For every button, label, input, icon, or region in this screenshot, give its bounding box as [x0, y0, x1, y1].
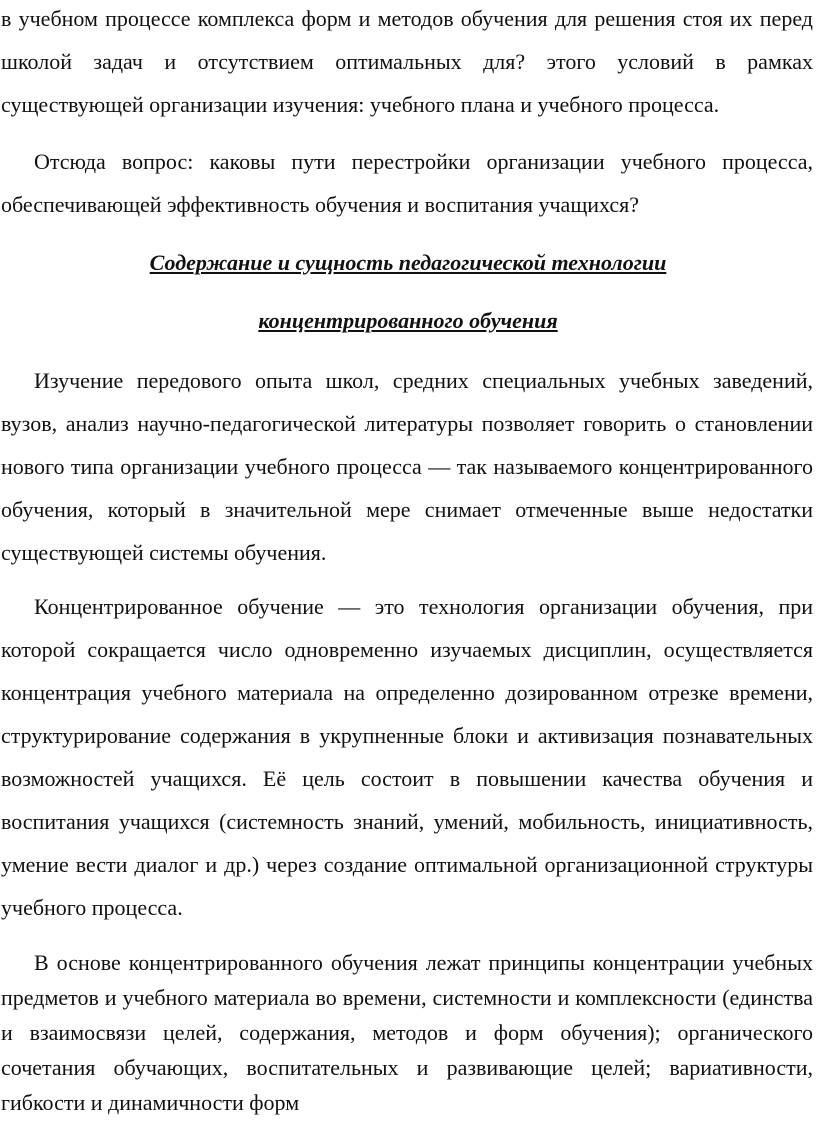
paragraph-continuation: в учебном процессе комплекса форм и методов обучения для решения стоя их перед школой задач и отсутствием оптимальных для? этого условий в рамках существующей организации изучения: учебного плана и учебного процесса. [1, 6, 813, 117]
paragraph-principles: В основе концентрированного обучения лежат принципы концентрации учебных предметов и учебного материала во времени, системности и комплексности (единства и взаимосвязи целей, содержания, методов и форм обучения); органического сочетания обучающих, воспитательных и развивающие целей; вариативности, гибкости и динамичности форм [1, 950, 813, 1115]
section-heading-line-2: концентрированного обучения [258, 308, 558, 333]
paragraph-definition: Концентрированное обучение — это технология организации обучения, при которой сокращается число одновременно изучаемых дисциплин, осуществляется концентрация учебного материала на определенно дозированном отрезке времени, структурирование содержания в укрупненные блоки и активизация познавательных возможностей учащихся. Её цель состоит в повышении качества обучения и воспитания учащихся (системность знаний, умений, мобильность, инициативность, умение вести диалог и др.) через создание оптимальной организационной структуры учебного процесса. [1, 594, 813, 920]
paragraph-new-organization: Изучение передового опыта школ, средних специальных учебных заведений, вузов, анализ научно-педагогической литературы позволяет говорить о становлении нового типа организации учебного процесса — так называемого концентрированного обучения, который в значительной мере снимает отмеченные выше недостатки существующей системы обучения. [1, 368, 813, 565]
section-heading-line-1: Содержание и сущность педагогической технологии [149, 250, 667, 275]
paragraph-question: Отсюда вопрос: каковы пути перестройки организации учебного процесса, обеспечивающей эффективность обучения и воспитания учащихся? [1, 149, 813, 217]
